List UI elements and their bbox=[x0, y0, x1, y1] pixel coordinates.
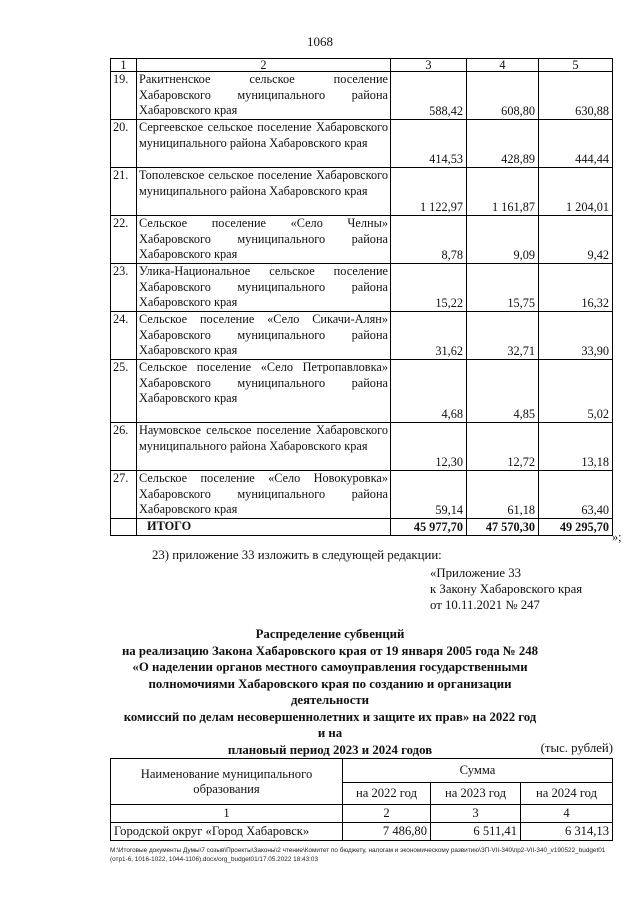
amendment-instruction: 23) приложение 33 изложить в следующей редакции: bbox=[152, 548, 442, 562]
value-2023: 9,09 bbox=[467, 216, 539, 264]
heading-line: «О наделении органов местного самоуправления государственными bbox=[132, 660, 528, 674]
table-header-row bbox=[111, 759, 613, 783]
total-label: ИТОГО bbox=[137, 519, 391, 536]
subsidy-table-continued bbox=[110, 58, 613, 536]
value-2023: 428,89 bbox=[467, 120, 539, 168]
value-2024: 630,88 bbox=[539, 72, 613, 120]
heading-line: на реализацию Закона Хабаровского края от 19 января 2005 года № 248 bbox=[121, 643, 539, 658]
total-2023: 47 570,30 bbox=[467, 519, 539, 536]
heading-line: комиссий по делам несовершеннолетних и защите их прав» на 2022 год и на bbox=[123, 709, 537, 740]
heading-line: Распределение субвенций bbox=[255, 627, 405, 641]
appendix-date: от 10.11.2021 № 247 bbox=[430, 598, 540, 612]
value-2024: 5,02 bbox=[539, 360, 613, 423]
header-cell: 4 bbox=[467, 59, 539, 72]
table-row bbox=[111, 120, 613, 168]
table-row bbox=[111, 360, 613, 423]
value-2022: 59,14 bbox=[391, 471, 467, 519]
row-number: 22. bbox=[111, 216, 137, 264]
heading-line: плановый период 2023 и 2024 годов bbox=[227, 742, 433, 757]
municipality-name: Сельское поселение «Село Петропавловка» Хабаровского муниципального района Хабаровского края bbox=[137, 360, 391, 423]
total-2024: 49 295,70 bbox=[539, 519, 613, 536]
value-2024: 444,44 bbox=[539, 120, 613, 168]
value-2024: 33,90 bbox=[539, 312, 613, 360]
row-number: 27. bbox=[111, 471, 137, 519]
section-heading bbox=[120, 626, 540, 758]
index-cell: 1 bbox=[111, 805, 343, 823]
column-index-row bbox=[111, 805, 613, 823]
row-number: 25. bbox=[111, 360, 137, 423]
municipality-name: Сельское поселение «Село Челны» Хабаровского муниципального района Хабаровского края bbox=[137, 216, 391, 264]
header-2022: на 2022 год bbox=[343, 783, 431, 805]
value-2024: 9,42 bbox=[539, 216, 613, 264]
table-row bbox=[111, 823, 613, 841]
municipality-name: Сельское поселение «Село Новокуровка» Хабаровского муниципального района Хабаровского края bbox=[137, 471, 391, 519]
table-header-row bbox=[111, 59, 613, 72]
distribution-table bbox=[110, 758, 613, 841]
row-number: 24. bbox=[111, 312, 137, 360]
value-2022: 1 122,97 bbox=[391, 168, 467, 216]
row-number: 20. bbox=[111, 120, 137, 168]
value-2022: 31,62 bbox=[391, 312, 467, 360]
header-cell: 1 bbox=[111, 59, 137, 72]
page-number: 1068 bbox=[307, 34, 333, 49]
value-2022: 4,68 bbox=[391, 360, 467, 423]
appendix-law-ref: к Закону Хабаровского края bbox=[430, 582, 583, 596]
municipality-name: Сельское поселение «Село Сикачи-Алян» Хабаровского муниципального района Хабаровского края bbox=[137, 312, 391, 360]
value-2024: 63,40 bbox=[539, 471, 613, 519]
municipality-name: Улика-Национальное сельское поселение Хабаровского муниципального района Хабаровского края bbox=[137, 264, 391, 312]
value-2022: 414,53 bbox=[391, 120, 467, 168]
header-cell: 5 bbox=[539, 59, 613, 72]
header-cell: 2 bbox=[137, 59, 391, 72]
value-2022: 7 486,80 bbox=[343, 823, 431, 841]
index-cell: 2 bbox=[343, 805, 431, 823]
table-row bbox=[111, 264, 613, 312]
value-2024: 1 204,01 bbox=[539, 168, 613, 216]
value-2022: 588,42 bbox=[391, 72, 467, 120]
heading-line: полномочиями Хабаровского края по созданию и организации деятельности bbox=[148, 676, 512, 707]
table-row bbox=[111, 72, 613, 120]
total-row bbox=[111, 519, 613, 536]
value-2022: 12,30 bbox=[391, 423, 467, 471]
value-2024: 16,32 bbox=[539, 264, 613, 312]
table-row bbox=[111, 423, 613, 471]
header-cell: 3 bbox=[391, 59, 467, 72]
row-number: 23. bbox=[111, 264, 137, 312]
header-2024: на 2024 год bbox=[521, 783, 613, 805]
index-cell: 3 bbox=[431, 805, 521, 823]
value-2023: 6 511,41 bbox=[431, 823, 521, 841]
table-row bbox=[111, 312, 613, 360]
value-2023: 32,71 bbox=[467, 312, 539, 360]
file-path-footer: M:\Итоговые документы Думы\7 созыв\Проекты\Законы\2 чтение\Комитет по бюджету, налогам и экономическому развитию\ЗП-VII-340\пр2-VII-340_v190522_budget01 (отр1-6, 1016-1022, 1044-1106).docx/org_budget01/17.05.2022 18:43:03 bbox=[110, 847, 606, 863]
municipality-name: Тополевское сельское поселение Хабаровского муниципального района Хабаровского края bbox=[137, 168, 391, 216]
municipality-name: Городской округ «Город Хабаровск» bbox=[111, 823, 343, 841]
table-row bbox=[111, 168, 613, 216]
units-label: (тыс. рублей) bbox=[540, 741, 613, 755]
table-row bbox=[111, 471, 613, 519]
header-2023: на 2023 год bbox=[431, 783, 521, 805]
value-2023: 61,18 bbox=[467, 471, 539, 519]
value-2023: 12,72 bbox=[467, 423, 539, 471]
municipality-name: Сергеевское сельское поселение Хабаровского муниципального района Хабаровского края bbox=[137, 120, 391, 168]
value-2024: 13,18 bbox=[539, 423, 613, 471]
row-number: 21. bbox=[111, 168, 137, 216]
value-2023: 4,85 bbox=[467, 360, 539, 423]
value-2023: 1 161,87 bbox=[467, 168, 539, 216]
header-sum: Сумма bbox=[343, 759, 613, 783]
value-2023: 608,80 bbox=[467, 72, 539, 120]
value-2024: 6 314,13 bbox=[521, 823, 613, 841]
header-municipality: Наименование муниципального образования bbox=[111, 759, 343, 805]
total-number-cell bbox=[111, 519, 137, 536]
closing-mark: »; bbox=[612, 530, 622, 544]
value-2022: 15,22 bbox=[391, 264, 467, 312]
value-2023: 15,75 bbox=[467, 264, 539, 312]
appendix-label: «Приложение 33 bbox=[430, 566, 522, 580]
table-row bbox=[111, 216, 613, 264]
municipality-name: Ракитненское сельское поселение Хабаровского муниципального района Хабаровского края bbox=[137, 72, 391, 120]
total-2022: 45 977,70 bbox=[391, 519, 467, 536]
value-2022: 8,78 bbox=[391, 216, 467, 264]
row-number: 26. bbox=[111, 423, 137, 471]
index-cell: 4 bbox=[521, 805, 613, 823]
municipality-name: Наумовское сельское поселение Хабаровского муниципального района Хабаровского края bbox=[137, 423, 391, 471]
row-number: 19. bbox=[111, 72, 137, 120]
